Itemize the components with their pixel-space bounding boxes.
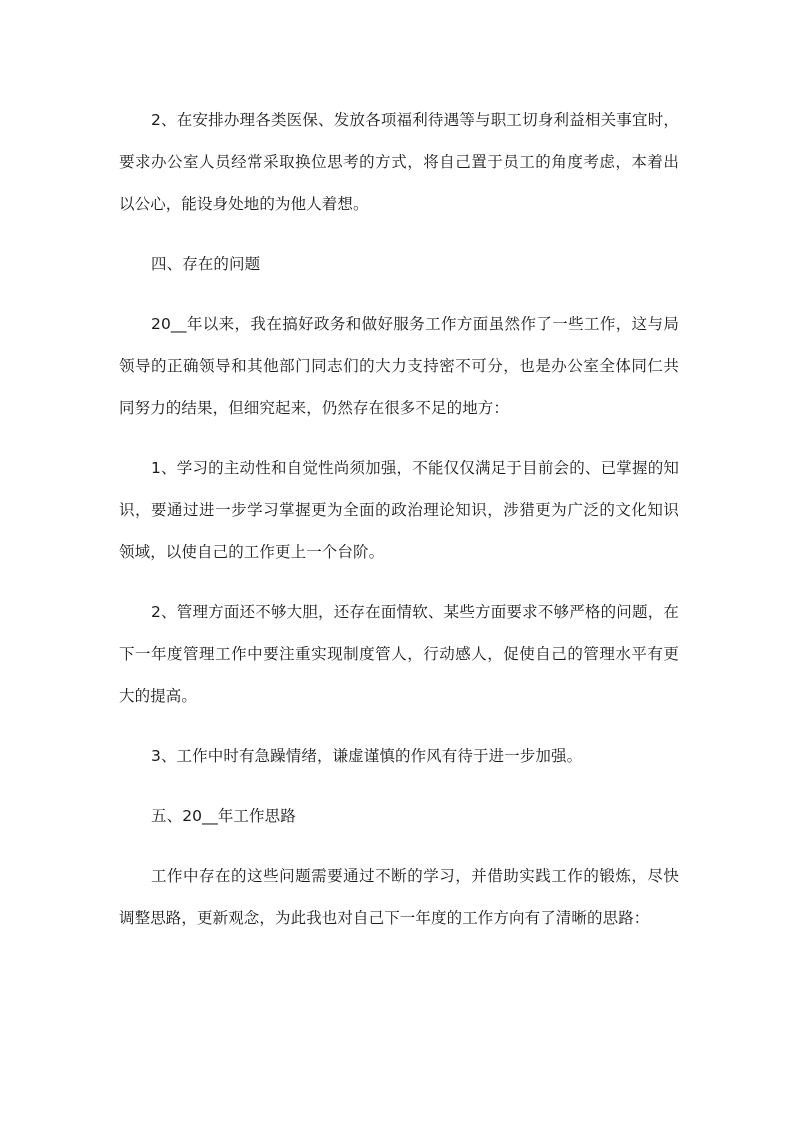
paragraph-work-plan-intro: 工作中存在的这些问题需要通过不断的学习，并借助实践工作的锻炼，尽快调整思路，更新观念，为此我也对自己下一年度的工作方向有了清晰的思路：	[119, 867, 679, 927]
section-heading-problems: 四、存在的问题	[151, 255, 261, 273]
paragraph-problems-intro: 20__年以来，我在搞好政务和做好服务工作方面虽然作了一些工作，这与局领导的正确领导和其他部门同志们的大力支持密不可分，也是办公室全体同仁共同努力的结果，但细究起来，仍然存在很多不足的地方：	[119, 315, 679, 417]
paragraph-problem-item-2: 2、管理方面还不够大胆，还存在面情软、某些方面要求不够严格的问题，在下一年度管理工作中要注重实现制度管人，行动感人，促使自己的管理水平有更大的提高。	[119, 603, 679, 705]
section-heading-work-plan: 五、20__年工作思路	[151, 807, 296, 825]
paragraph-problem-item-1: 1、学习的主动性和自觉性尚须加强，不能仅仅满足于目前会的、已掌握的知识，要通过进一步学习掌握更为全面的政治理论知识，涉猎更为广泛的文化知识领域，以使自己的工作更上一个台阶。	[119, 459, 679, 561]
document-body	[119, 99, 679, 939]
paragraph-welfare-item-2: 2、在安排办理各类医保、发放各项福利待遇等与职工切身利益相关事宜时，要求办公室人员经常采取换位思考的方式，将自己置于员工的角度考虑，本着出以公心，能设身处地的为他人着想。	[119, 111, 679, 213]
paragraph-problem-item-3: 3、工作中时有急躁情绪，谦虚谨慎的作风有待于进一步加强。	[151, 747, 583, 765]
